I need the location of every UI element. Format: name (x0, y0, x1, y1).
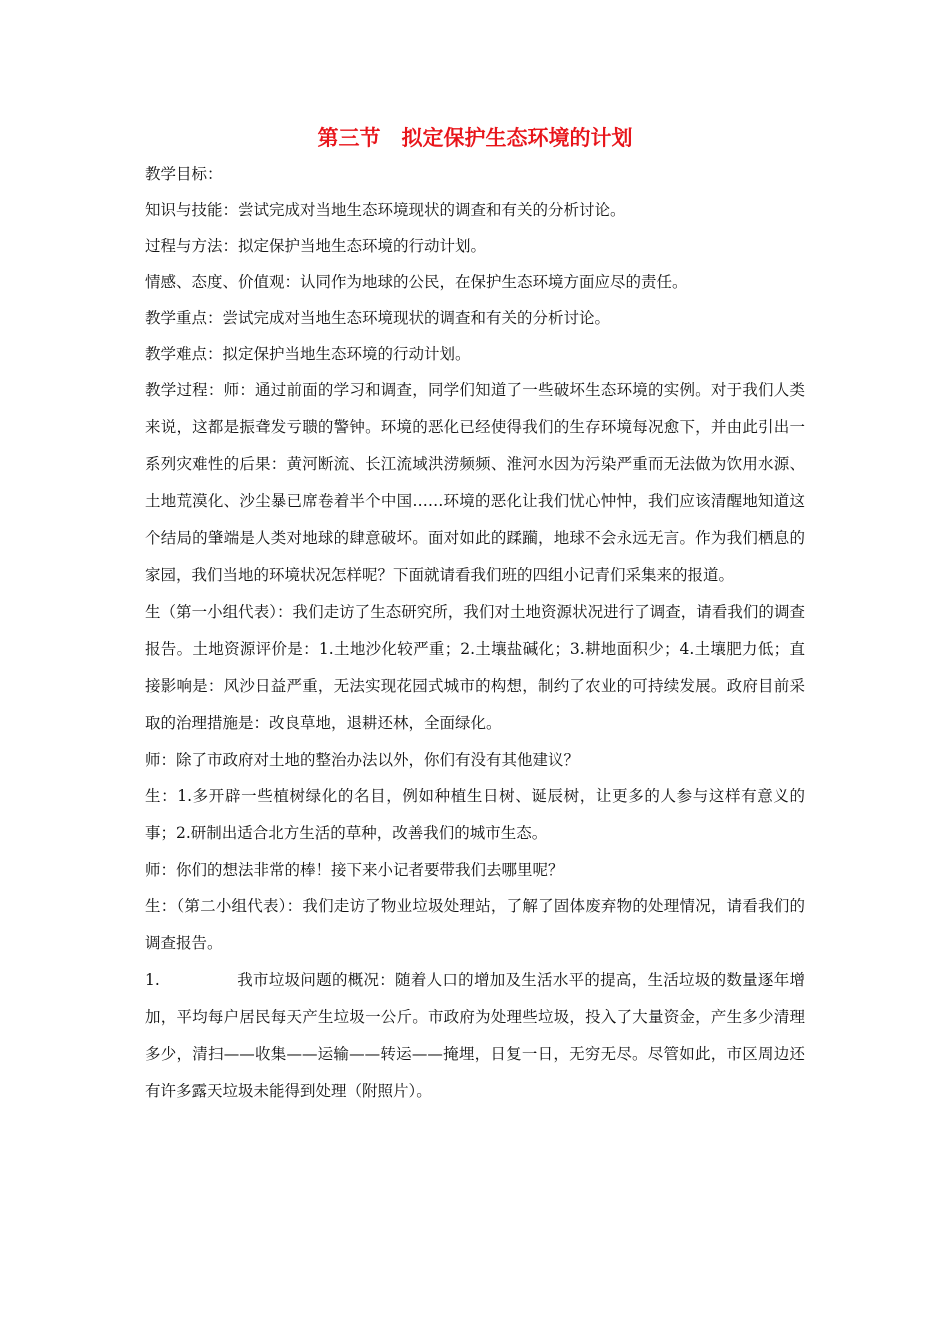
group-two-report: 生：（第二小组代表）：我们走访了物业垃圾处理站，了解了固体废弃物的处理情况，请看我们的调查报告。 (145, 897, 805, 952)
teaching-difficulty: 教学难点：拟定保护当地生态环境的行动计划。 (145, 345, 471, 363)
emotion-attitude-values: 情感、态度、价值观：认同作为地球的公民，在保护生态环境方面应尽的责任。 (145, 273, 688, 291)
teacher-transition: 师：你们的想法非常的棒！接下来小记者要带我们去哪里呢？ (145, 861, 564, 879)
item-number: 1. (145, 971, 160, 989)
process-methods: 过程与方法：拟定保护当地生态环境的行动计划。 (145, 237, 487, 255)
numbered-item (145, 962, 805, 1110)
student-suggestions: 生：1.多开辟一些植树绿化的名目，例如种植生日树、诞辰树，让更多的人参与这样有意义的事；2.研制出适合北方生活的草种，改善我们的城市生态。 (145, 787, 805, 842)
teaching-focus: 教学重点：尝试完成对当地生态环境现状的调查和有关的分析讨论。 (145, 309, 611, 327)
teaching-process-paragraph: 教学过程：师：通过前面的学习和调查，同学们知道了一些破坏生态环境的实例。对于我们人类来说，这都是振聋发亏聩的警钟。环境的恶化已经使得我们的生存环境每况愈下，并由此引出一系列灾难性的后果：黄河断流、长江流域洪涝频频、淮河水因为污染严重而无法做为饮用水源、土地荒漠化、沙尘暴已席卷着半个中国……环境的恶化让我们忧心忡忡，我们应该清醒地知道这个结局的肇端是人类对地球的肆意破坏。面对如此的蹂躏，地球不会永远无言。作为我们栖息的家园，我们当地的环境状况怎样呢？下面就请看我们班的四组小记青们采集来的报道。 (145, 381, 805, 584)
knowledge-skills: 知识与技能：尝试完成对当地生态环境现状的调查和有关的分析讨论。 (145, 201, 626, 219)
teacher-question: 师：除了市政府对土地的整治办法以外，你们有没有其他建议？ (145, 751, 580, 769)
item-text: 我市垃圾问题的概况：随着人口的增加及生活水平的提高，生活垃圾的数量逐年增加，平均每户居民每天产生垃圾一公斤。市政府为处理些垃圾，投入了大量资金，产生多少清理多少，清扫——收集——运输——转运——掩埋，日复一日，无穷无尽。尽管如此，市区周边还有许多露天垃圾未能得到处理（附照片）。 (145, 971, 805, 1100)
document-body (145, 156, 805, 1110)
document-title: 第三节 拟定保护生态环境的计划 (317, 126, 633, 150)
group-one-report: 生（第一小组代表）：我们走访了生态研究所，我们对土地资源状况进行了调查，请看我们的调查报告。土地资源评价是：1.土地沙化较严重；2.土壤盐碱化；3.耕地面积少；4.土壤肥力低；直接影响是：风沙日益严重，无法实现花园式城市的构想，制约了农业的可持续发展。政府目前采取的治理措施是：改良草地，退耕还林，全面绿化。 (145, 603, 805, 732)
teaching-objectives-heading: 教学目标： (145, 165, 223, 183)
